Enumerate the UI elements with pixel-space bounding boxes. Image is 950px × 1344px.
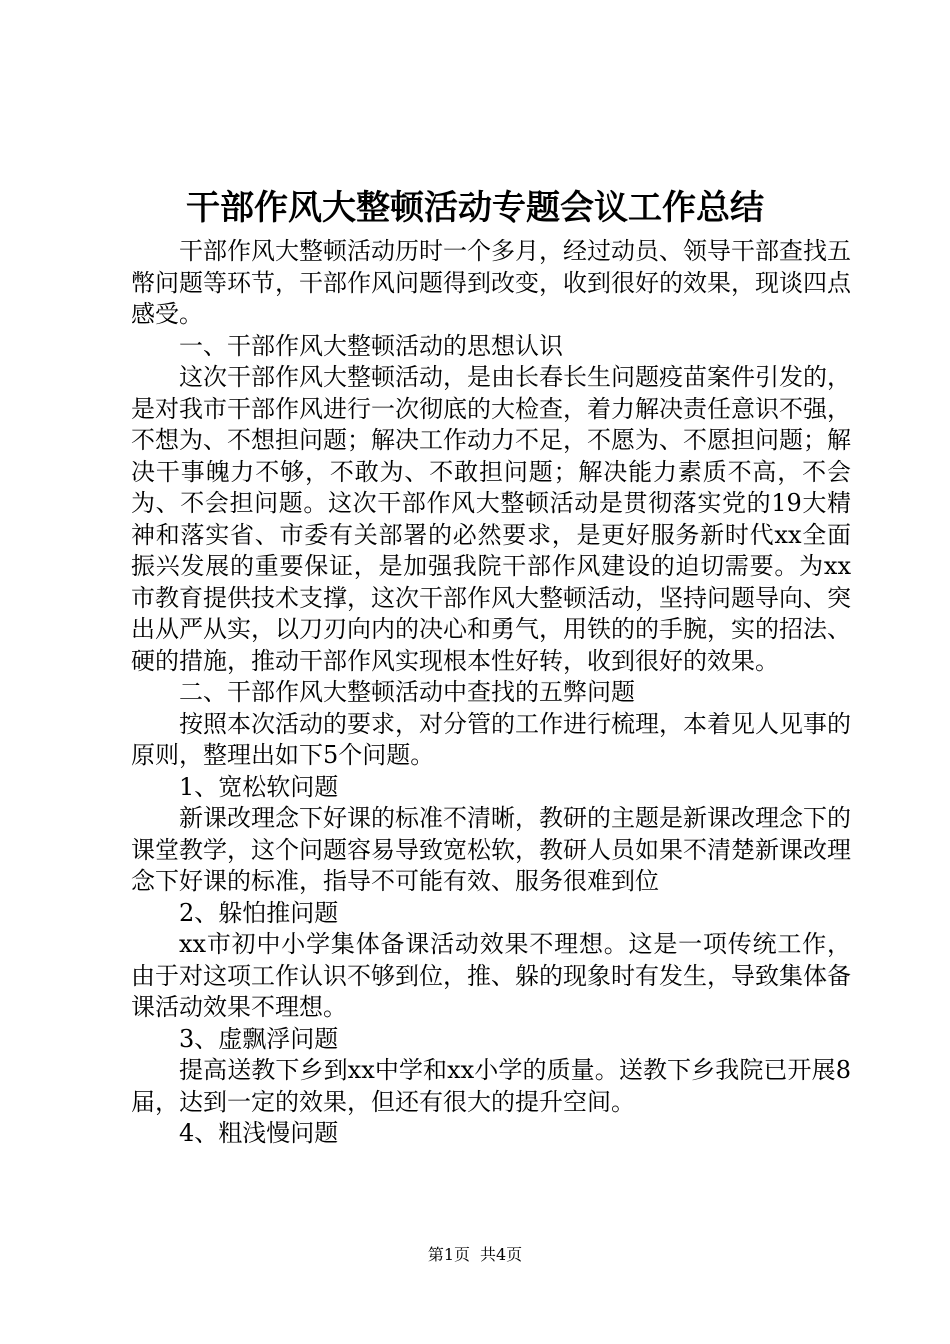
page-total: 共4页 [480,1245,523,1264]
document-body [131,236,851,1150]
document-title: 干部作风大整顿活动专题会议工作总结 [186,188,764,228]
paragraph-section-2: 按照本次活动的要求，对分管的工作进行梳理，本着见人见事的原则，整理出如下5个问题。 [131,709,851,769]
section-heading-2: 二、干部作风大整顿活动中查找的五弊问题 [179,678,635,706]
page-footer [0,1244,950,1266]
section-heading-1: 一、干部作风大整顿活动的思想认识 [179,331,563,360]
paragraph-intro: 干部作风大整顿活动历时一个多月，经过动员、领导干部查找五幣问题等环节，干部作风问题得到改变，收到很好的效果，现谈四点感受。 [131,237,851,328]
subheading-issue-2: 2、躲怕推问题 [179,898,339,927]
paragraph-issue-3: 提高送教下乡到xx中学和xx小学的质量。送教下乡我院已开展8届，达到一定的效果，但还有很大的提升空间。 [131,1056,851,1116]
page-number: 第1页 [427,1245,470,1264]
subheading-issue-4: 4、粗浅慢问题 [179,1119,339,1147]
paragraph-section-1: 这次干部作风大整顿活动，是由长春长生问题疫苗案件引发的，是对我市干部作风进行一次彻底的大检查，着力解决责任意识不强，不想为、不想担问题；解决工作动力不足，不愿为、不愿担问题；解决干事魄力不够，不敢为、不敢担问题；解决能力素质不高，不会为、不会担问题。这次干部作风大整顿活动是贯彻落实党的19大精神和落实省、市委有关部署的必然要求，是更好服务新时代xx全面振兴发展的重要保证，是加强我院干部作风建设的迫切需要。为xx市教育提供技术支撑，这次干部作风大整顿活动，坚持问题导向、突出从严从实，以刀刃向内的决心和勇气，用铁的的手腕，实的招法、硬的措施，推动干部作风实现根本性好转，收到很好的效果。 [131,363,851,675]
paragraph-issue-1: 新课改理念下好课的标准不清晰，教研的主题是新课改理念下的课堂教学，这个问题容易导致宽松软，教研人员如果不清楚新课改理念下好课的标准，指导不可能有效、服务很难到位 [131,804,851,895]
subheading-issue-3: 3、虚飘浮问题 [179,1024,339,1053]
paragraph-issue-2: xx市初中小学集体备课活动效果不理想。这是一项传统工作，由于对这项工作认识不够到位，推、躲的现象时有发生，导致集体备课活动效果不理想。 [131,930,851,1021]
subheading-issue-1: 1、宽松软问题 [179,772,339,801]
